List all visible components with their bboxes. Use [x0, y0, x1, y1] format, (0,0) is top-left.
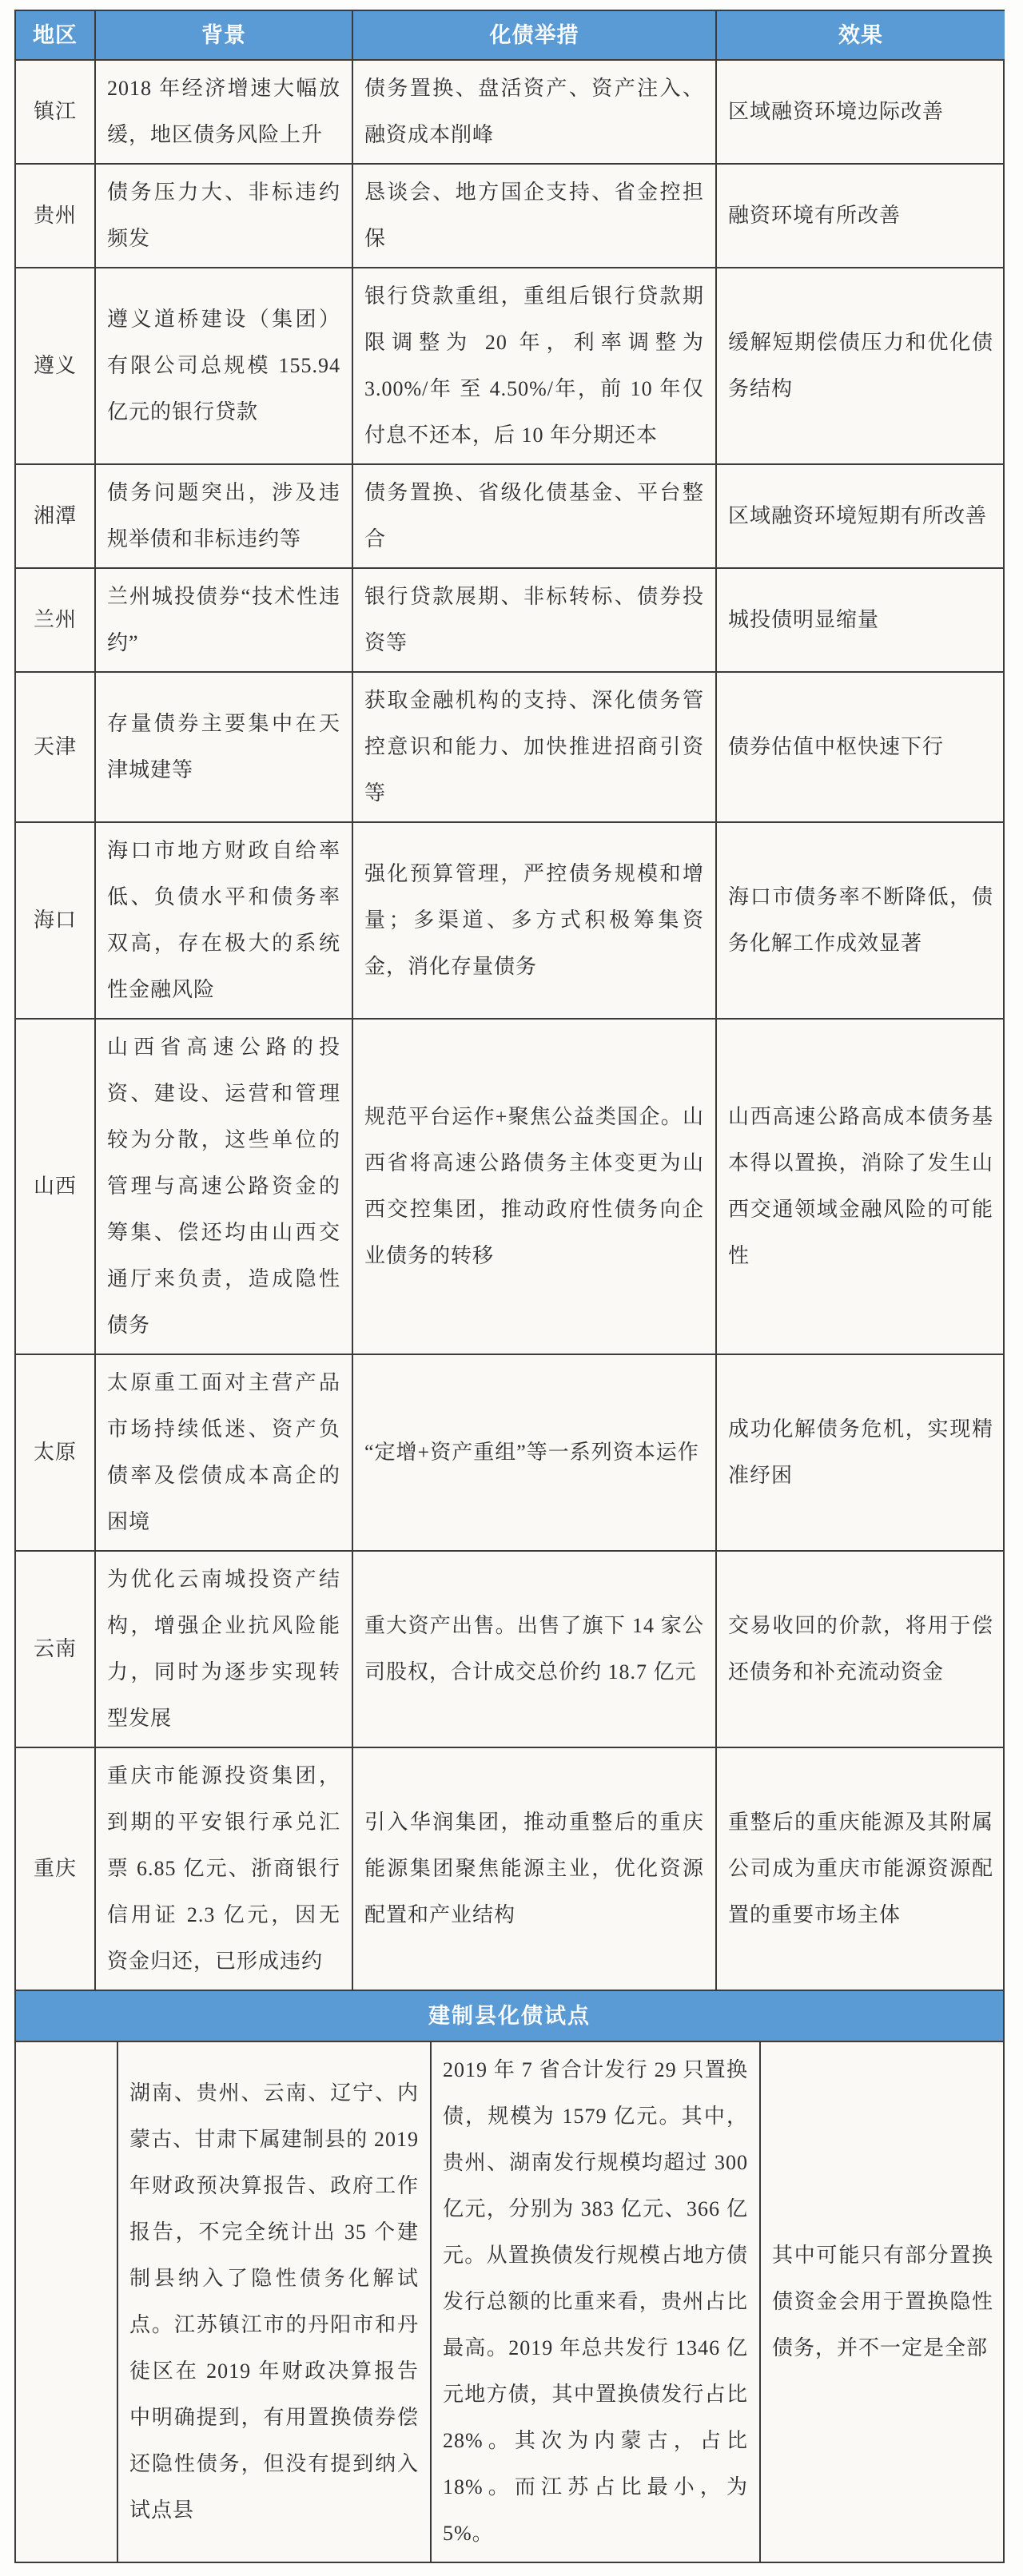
effect-cell: [717, 673, 1005, 823]
background-cell: [96, 1748, 353, 1991]
effect-text: 城投债明显缩量: [728, 608, 880, 631]
region-cell: [16, 673, 96, 823]
table-row-xiangtan: [16, 465, 1003, 569]
measures-text: 规范平台运作+聚焦公益类国企。山西省将高速公路债务主体变更为山西交控集团，推动政府性债务向企业债务的转移: [364, 1105, 704, 1267]
background-cell: [96, 61, 353, 165]
measures-text: 银行贷款展期、非标转标、债券投资等: [364, 585, 704, 654]
measures-text: 获取金融机构的支持、深化债务管控意识和能力、加快推进招商引资等: [364, 689, 704, 805]
table-row-chongqing: [16, 1748, 1003, 1991]
header-cell-measures: [353, 11, 717, 61]
effect-text: 融资环境有所改善: [728, 204, 902, 227]
measures-cell: [353, 465, 717, 569]
region-label: 天津: [33, 735, 77, 758]
effect-cell: [717, 1552, 1005, 1748]
measures-text: 2019 年 7 省合计发行 29 只置换债，规模为 1579 亿元。其中，贵州、湖南发行规模均超过 300 亿元，分别为 383 亿元、366 亿元。从置换债发行规模占地方债发行总额的比重来看，贵州占比最高。2019 年总共发行 1346 亿元地方债，其中置换债发行占比 28%。其次为内蒙古，占比 18%。而江苏占比最小，为 5%。: [443, 2058, 748, 2545]
region-label: 山西: [33, 1175, 77, 1198]
effect-cell: [717, 61, 1005, 165]
effect-cell: [761, 2042, 1005, 2562]
background-text: 海口市地方财政自给率低、负债水平和债务率双高，存在极大的系统性金融风险: [107, 839, 340, 1001]
region-cell: [16, 1020, 96, 1355]
table-row-taiyuan: [16, 1355, 1003, 1552]
effect-text: 债券估值中枢快速下行: [728, 735, 945, 758]
table-header-row: [16, 11, 1003, 61]
background-cell: [96, 268, 353, 465]
measures-text: 债务置换、盘活资产、资产注入、融资成本削峰: [364, 77, 704, 146]
table-row-county-pilot: [16, 2042, 1003, 2562]
region-label: 重庆: [33, 1857, 77, 1880]
background-text: 遵义道桥建设（集团）有限公司总规模 155.94 亿元的银行贷款: [107, 308, 340, 423]
region-label: 镇江: [33, 100, 77, 123]
background-cell: [96, 1552, 353, 1748]
effect-cell: [717, 268, 1005, 465]
effect-cell: [717, 823, 1005, 1020]
measures-cell: [353, 1355, 717, 1552]
measures-cell: [353, 165, 717, 268]
background-text: 2018 年经济增速大幅放缓，地区债务风险上升: [107, 77, 340, 146]
background-cell: [118, 2042, 432, 2562]
effect-text: 山西高速公路高成本债务基本得以置换，消除了发生山西交通领域金融风险的可能性: [728, 1105, 993, 1267]
measures-text: 债务置换、省级化债基金、平台整合: [364, 481, 704, 551]
effect-text: 其中可能只有部分置换债资金会用于置换隐性债务，并不一定是全部: [772, 2244, 993, 2359]
table-row-zunyi: [16, 268, 1003, 465]
effect-text: 区域融资环境边际改善: [728, 100, 945, 123]
background-text: 重庆市能源投资集团，到期的平安银行承兑汇票 6.85 亿元、浙商银行信用证 2.3 亿元，因无资金归还，已形成违约: [107, 1764, 340, 1973]
measures-cell: [353, 1552, 717, 1748]
background-text: 为优化云南城投资产结构，增强企业抗风险能力，同时为逐步实现转型发展: [107, 1568, 340, 1730]
table-row-lanzhou: [16, 569, 1003, 673]
measures-cell: [353, 1020, 717, 1355]
table-row-haikou: [16, 823, 1003, 1020]
region-label: 云南: [33, 1637, 77, 1660]
measures-text: 恳谈会、地方国企支持、省金控担保: [364, 181, 704, 250]
effect-text: 区域融资环境短期有所改善: [728, 504, 988, 527]
header-cell-effect: [717, 11, 1005, 61]
background-cell: [96, 823, 353, 1020]
region-cell: [16, 165, 96, 268]
background-text: 存量债券主要集中在天津城建等: [107, 712, 340, 781]
table-row-yunnan: [16, 1552, 1003, 1748]
region-cell: [16, 268, 96, 465]
background-text: 债务压力大、非标违约频发: [107, 181, 340, 250]
header-label: 地区: [33, 23, 78, 47]
region-label: 湘潭: [33, 504, 77, 527]
measures-text: 银行贷款重组，重组后银行贷款期限调整为 20 年，利率调整为 3.00%/年 至 4.50%/年，前 10 年仅付息不还本，后 10 年分期还本: [364, 284, 704, 447]
effect-cell: [717, 165, 1005, 268]
background-cell: [96, 569, 353, 673]
background-cell: [96, 673, 353, 823]
measures-text: 强化预算管理，严控债务规模和增量；多渠道、多方式积极筹集资金，消化存量债务: [364, 862, 704, 978]
region-cell: [16, 465, 96, 569]
section-band-county-pilot: 建制县化债试点: [16, 1991, 1003, 2042]
measures-cell: [432, 2042, 761, 2562]
background-text: 太原重工面对主营产品市场持续低迷、资产负债率及偿债成本高企的困境: [107, 1371, 340, 1533]
effect-cell: [717, 1748, 1005, 1991]
measures-cell: [353, 823, 717, 1020]
effect-text: 重整后的重庆能源及其附属公司成为重庆市能源资源配置的重要市场主体: [728, 1811, 993, 1926]
effect-cell: [717, 1355, 1005, 1552]
table-row-shanxi: [16, 1020, 1003, 1355]
background-text: 湖南、贵州、云南、辽宁、内蒙古、甘肃下属建制县的 2019 年财政预决算报告、政府工作报告，不完全统计出 35 个建制县纳入了隐性债务化解试点。江苏镇江市的丹阳市和丹徒区在 2019 年财政决算报告中明确提到，有用置换债券偿还隐性债务，但没有提到纳入试点县: [129, 2081, 419, 2522]
effect-text: 交易收回的价款，将用于偿还债务和补充流动资金: [728, 1614, 993, 1684]
effect-cell: [717, 1020, 1005, 1355]
region-label: 遵义: [33, 354, 77, 377]
effect-text: 成功化解债务危机，实现精准纾困: [728, 1417, 993, 1487]
measures-cell: [353, 268, 717, 465]
measures-cell: [353, 1748, 717, 1991]
background-text: 兰州城投债券“技术性违约”: [107, 585, 340, 654]
background-cell: [96, 1355, 353, 1552]
region-label: 海口: [33, 908, 77, 932]
measures-text: 重大资产出售。出售了旗下 14 家公司股权，合计成交总价约 18.7 亿元: [364, 1614, 704, 1684]
background-text: 山西省高速公路的投资、建设、运营和管理较为分散，这些单位的管理与高速公路资金的筹集、偿还均由山西交通厅来负责，造成隐性债务: [107, 1036, 340, 1337]
header-cell-region: [16, 11, 96, 61]
measures-text: 引入华润集团，推动重整后的重庆能源集团聚焦能源主业，优化资源配置和产业结构: [364, 1811, 704, 1926]
effect-cell: [717, 569, 1005, 673]
debt-resolution-table: [14, 10, 1005, 2563]
measures-text: “定增+资产重组”等一系列资本运作: [364, 1441, 699, 1464]
region-label: 太原: [33, 1441, 77, 1464]
table-row-guizhou: [16, 165, 1003, 268]
measures-cell: [353, 569, 717, 673]
header-label: 效果: [838, 23, 883, 47]
background-cell: [96, 465, 353, 569]
header-label: 背景: [201, 23, 246, 47]
measures-cell: [353, 61, 717, 165]
region-cell: [16, 1748, 96, 1991]
table-row-tianjin: [16, 673, 1003, 823]
background-cell: [96, 1020, 353, 1355]
table-row-zhenjiang: [16, 61, 1003, 165]
effect-text: 海口市债务率不断降低，债务化解工作成效显著: [728, 885, 993, 955]
region-cell: [16, 1552, 96, 1748]
region-label: 贵州: [33, 204, 77, 227]
region-cell: [16, 823, 96, 1020]
effect-text: 缓解短期偿债压力和优化债务结构: [728, 331, 993, 400]
measures-cell: [353, 673, 717, 823]
header-label: 化债举措: [489, 23, 579, 47]
region-cell-empty: [16, 2042, 118, 2562]
region-cell: [16, 61, 96, 165]
region-cell: [16, 569, 96, 673]
header-cell-background: [96, 11, 353, 61]
region-cell: [16, 1355, 96, 1552]
region-label: 兰州: [33, 608, 77, 631]
effect-cell: [717, 465, 1005, 569]
background-cell: [96, 165, 353, 268]
background-text: 债务问题突出，涉及违规举债和非标违约等: [107, 481, 340, 551]
